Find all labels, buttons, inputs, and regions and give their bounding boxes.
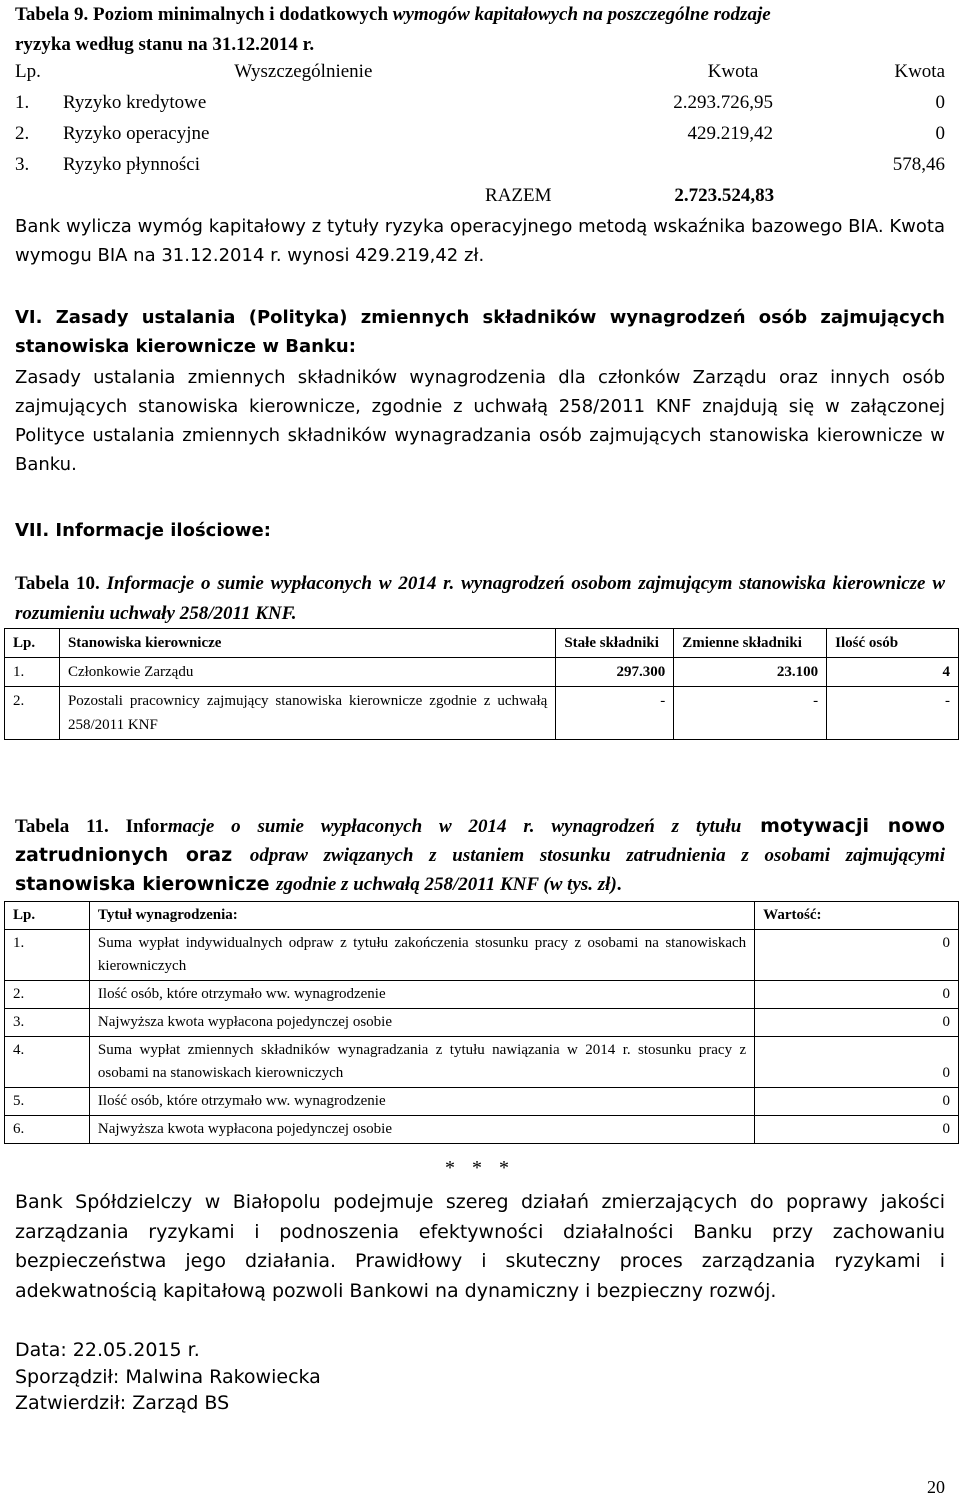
table10-cell: 1. [5,658,60,687]
table9-total-row [15,180,945,211]
table11-cell: Suma wypłat zmiennych składników wynagradzania z tytułu nawiązania w 2014 r. stosunku pracy z osobami na stanowiskach kierowniczych [89,1037,754,1088]
table11-header-lp: Lp. [5,902,90,930]
table11-header-value: Wartość: [755,902,959,930]
table9-header-amount2: Kwota [894,60,946,82]
table9-cell: Ryzyko kredytowe [63,91,207,113]
table9-caption-line2: ryzyka według stanu na 31.12.2014 r. [15,34,315,55]
signature-prepared-by: Sporządził: Malwina Rakowiecka [15,1365,321,1388]
table9-cell: 1. [15,91,30,113]
table10-caption-bold: Tabela 10. [15,573,107,594]
table11-caption-part: motywacji nowo zatrudnionych oraz [15,815,945,866]
table11-cell: Najwyższa kwota wypłacona pojedynczej osobie [89,1116,754,1144]
table10-header-lp: Lp. [5,629,60,658]
table9-cell: 0 [935,91,945,113]
table11-caption-part: stanowiska kierownicze [15,873,277,895]
table11-caption-part: zgodnie z uchwałą 258/2011 KNF (w tys. zł) [276,874,617,895]
table10-cell: - [674,687,827,740]
table11-cell: 3. [5,1009,90,1037]
table11-cell: Suma wypłat indywidualnych odpraw z tytułu zakończenia stosunku pracy z osobami na stanowiskach kierowniczych [89,930,754,981]
table10-cell: Pozostali pracownicy zajmujący stanowiska kierownicze zgodnie z uchwałą 258/2011 KNF [59,687,555,740]
table10-cell: - [556,687,674,740]
signature-block [15,1337,945,1417]
table10-header-row [5,629,959,658]
table-row [5,981,959,1009]
table10-caption-italic1: Informacje o sumie wypłaconych w 2014 r. [106,573,455,594]
table10-cell: 23.100 [674,658,827,687]
table11-caption-part: macje o sumie wypłaconych w 2014 r. wynagrodzeń z tytułu [167,816,742,837]
table9-cell: Ryzyko operacyjne [63,122,210,144]
table10-header-fixed: Stałe składniki [556,629,674,658]
section6-body: Zasady ustalania zmiennych składników wynagrodzenia dla członków Zarządu oraz innych osób zajmujących stanowiska kierownicze, zgodnie z uchwałą 258/2011 KNF znajdują się w załączonej Polityce ustalania zmiennych składników wynagradzania osób zajmujących stanowiska kierownicze w Banku. [15,367,945,475]
table10-cell: 4 [827,658,959,687]
table11-caption-part: odpraw związanych z ustaniem stosunku zatrudnienia z osobami zajmującymi [249,845,945,866]
table10-header-position: Stanowiska kierownicze [59,629,555,658]
table11-cell: 0 [755,1116,959,1144]
table11-cell: 1. [5,930,90,981]
table-row [5,658,959,687]
section6-heading: VI. Zasady ustalania (Polityka) zmiennych składników wynagrodzeń osób zajmujących stanowiska kierownicze w Banku: [15,307,945,357]
table11-cell: 4. [5,1037,90,1088]
table11-caption-part: . [616,874,622,895]
table9 [15,56,945,211]
table-row [5,1088,959,1116]
closing-paragraph: Bank Spółdzielczy w Białopolu podejmuje szereg działań zmierzających do poprawy jakości zarządzania ryzykami i podnoszenia efektywności działalności Banku przy zachowaniu bezpieczeństwa jego działania. Prawidłowy i skuteczny proces zarządzania ryzykami i adekwatnością kapitałową pozwoli Bankowi na dynamiczny i bezpieczny rozwój. [15,1191,945,1302]
table-row [5,1009,959,1037]
page-number: 20 [927,1477,945,1497]
table11-cell: 6. [5,1116,90,1144]
table-row [15,118,945,149]
table9-cell: 0 [935,122,945,144]
table10-cell: 2. [5,687,60,740]
table11-cell: Ilość osób, które otrzymało ww. wynagrodzenie [89,981,754,1009]
table-row [5,930,959,981]
table10-caption [15,569,945,629]
table10-header-variable: Zmienne składniki [674,629,827,658]
table9-caption-italic: wymogów kapitałowych na poszczególne rodzaje [392,4,771,25]
table9-header-desc: Wyszczególnienie [234,60,373,82]
table10-cell: Członkowie Zarządu [59,658,555,687]
section7-heading: VII. Informacje ilościowe: [15,520,271,541]
table9-cell: 2. [15,122,30,144]
table11-cell: 2. [5,981,90,1009]
table9-cell: Ryzyko płynności [63,153,200,175]
table9-cell: 578,46 [892,153,945,175]
separator-stars: * * * [445,1157,515,1179]
table10 [4,628,959,740]
table9-caption-bold: Tabela 9. Poziom minimalnych i dodatkowych [15,4,393,25]
table11-cell: 0 [755,1088,959,1116]
table-row [5,687,959,740]
table10-cell: 297.300 [556,658,674,687]
table11-cell: 0 [755,1037,959,1088]
table10-caption-italic2: wynagrodzeń osobom zajmującym stanowiska kierownicze w rozumieniu uchwały 258/2011 KNF. [15,573,945,624]
table11-cell: Najwyższa kwota wypłacona pojedynczej osobie [89,1009,754,1037]
signature-approved-by: Zatwierdził: Zarząd BS [15,1392,230,1414]
table9-cell: 3. [15,153,30,175]
table10-header-count: Ilość osób [827,629,959,658]
table9-cell: 429.219,42 [687,122,773,144]
table-row [5,1116,959,1144]
table-row [15,87,945,118]
table-row [5,1037,959,1088]
table11-cell: 5. [5,1088,90,1116]
table9-header-lp: Lp. [15,60,41,82]
table-row [15,149,945,180]
table11-cell: Ilość osób, które otrzymało ww. wynagrodzenie [89,1088,754,1116]
table11-cell: 0 [755,930,959,981]
table11-cell: 0 [755,1009,959,1037]
signature-date: Data: 22.05.2015 r. [15,1339,200,1361]
table11-cell: 0 [755,981,959,1009]
table11-caption [15,812,945,899]
table9-caption [15,0,945,60]
table11-header-row [5,902,959,930]
table9-header-row [15,56,945,87]
table9-cell: 2.293.726,95 [673,91,773,113]
table11-header-title: Tytuł wynagrodzenia: [89,902,754,930]
table11-caption-part: Tabela 11. Infor [15,816,168,837]
bia-paragraph: Bank wylicza wymóg kapitałowy z tytuły ryzyka operacyjnego metodą wskaźnika bazowego BIA. Kwota wymogu BIA na 31.12.2014 r. wynosi 429.219,42 zł. [15,216,945,266]
table11 [4,901,959,1144]
table9-total-value: 2.723.524,83 [674,184,775,206]
table9-total-label: RAZEM [485,184,552,206]
table10-cell: - [827,687,959,740]
table9-header-amount1: Kwota [707,60,759,82]
